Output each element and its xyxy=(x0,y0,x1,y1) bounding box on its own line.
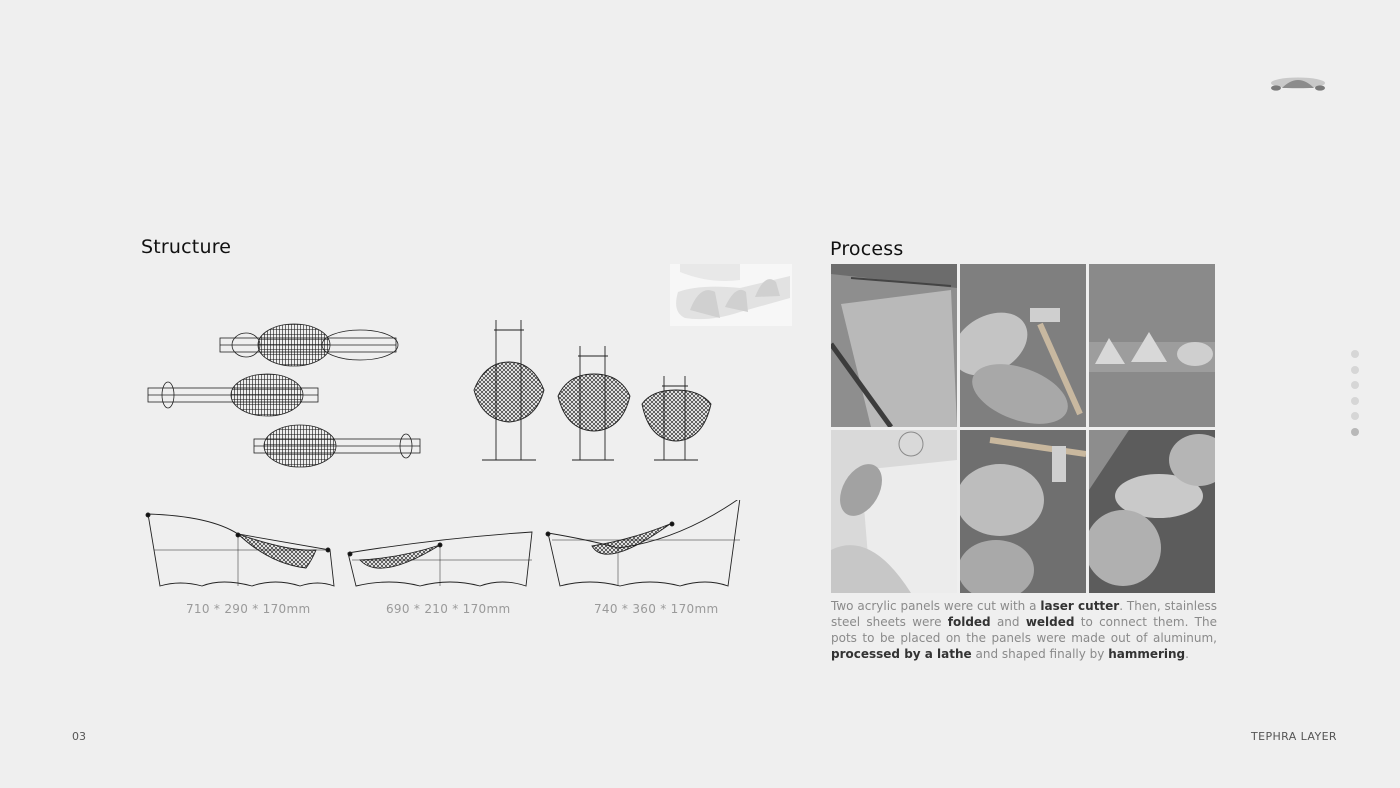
page-number: 03 xyxy=(72,730,86,743)
dimension-label-1: 710 * 290 * 170mm xyxy=(186,602,311,616)
description-text: and shaped finally by xyxy=(971,647,1109,661)
dimension-label-3: 740 * 360 * 170mm xyxy=(594,602,719,616)
pagination-dots xyxy=(1351,350,1361,443)
brand-name: TEPHRA LAYER xyxy=(1251,730,1337,743)
description-text: Two acrylic panels were cut with a xyxy=(831,599,1041,613)
photo-rolled-sheets xyxy=(960,264,1086,427)
photo-folded-steel xyxy=(1089,264,1215,427)
pagination-dot-1[interactable] xyxy=(1351,350,1359,358)
structure-title: Structure xyxy=(141,236,232,258)
process-title: Process xyxy=(830,238,904,260)
pagination-dot-4[interactable] xyxy=(1351,397,1359,405)
photo-aluminum-pots xyxy=(960,430,1086,593)
description-text: and xyxy=(990,615,1026,629)
dimension-label-2: 690 * 210 * 170mm xyxy=(386,602,511,616)
structure-elevation-drawings xyxy=(140,500,750,595)
description-text: . Then, stainless steel sheets were xyxy=(831,599,1218,629)
photo-hammered-pots xyxy=(1089,430,1215,593)
pagination-dot-3[interactable] xyxy=(1351,381,1359,389)
description-keyword: welded xyxy=(1025,615,1075,629)
pagination-dot-5[interactable] xyxy=(1351,412,1359,420)
pagination-dot-2[interactable] xyxy=(1351,366,1359,374)
panel-render-image xyxy=(670,264,792,326)
photo-laser-cutter xyxy=(831,264,957,427)
description-keyword: folded xyxy=(947,615,991,629)
description-keyword: processed by a lathe xyxy=(831,647,972,661)
description-text: . xyxy=(1185,647,1189,661)
pagination-dot-6[interactable] xyxy=(1351,428,1359,436)
description-keyword: laser cutter xyxy=(1040,599,1120,613)
process-photo-grid xyxy=(831,264,1217,593)
description-keyword: hammering xyxy=(1108,647,1186,661)
description-text: to connect them. The pots to be placed on the panels were made out of aluminum, xyxy=(831,615,1217,645)
photo-welding-paper xyxy=(831,430,957,593)
structure-plan-drawings xyxy=(140,262,800,502)
tephra-layer-logo-icon xyxy=(1268,74,1328,94)
process-description xyxy=(831,598,1217,662)
